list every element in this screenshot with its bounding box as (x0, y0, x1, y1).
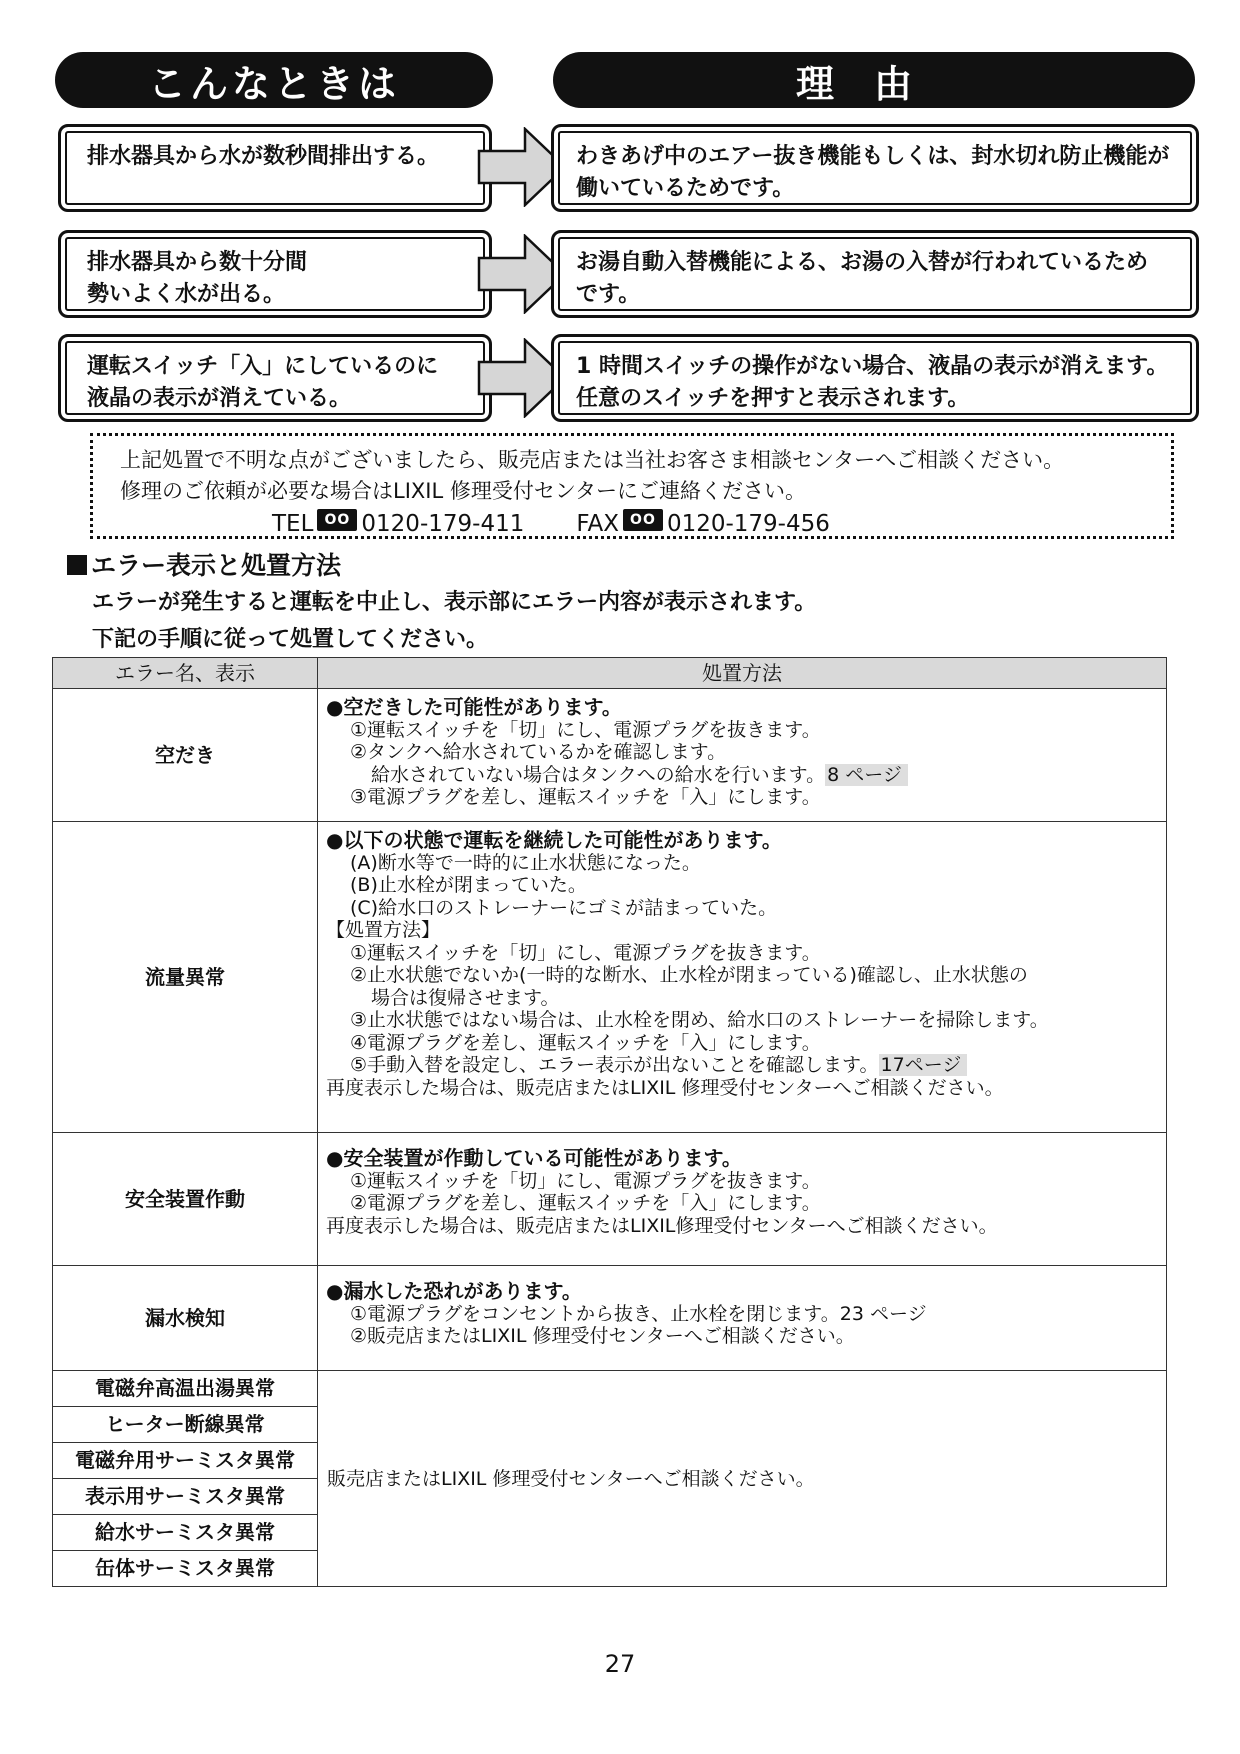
section-intro: エラーが発生すると運転を中止し、表示部にエラー内容が表示されます。 (92, 590, 817, 615)
action-step-text: ②止水状態でないか(一時的な断水、止水栓が閉まっている)確認し、止水状態の (350, 964, 1028, 986)
tel-label: TEL (272, 511, 314, 537)
page-reference: 8 ページ (825, 764, 908, 786)
situation-text: 勢いよく水が出る。 (87, 282, 286, 307)
error-action: 販売店またはLIXIL 修理受付センターへご相談ください。 (318, 1371, 1167, 1587)
action-heading: ●空だきした可能性があります。 (326, 695, 622, 719)
error-action (318, 822, 1167, 1133)
fax-number: 0120-179-456 (666, 511, 830, 537)
situation-text: 液晶の表示が消えている。 (87, 386, 352, 411)
action-step-text: ③止水状態ではない場合は、止水栓を閉め、給水口のストレーナーを掃除します。 (350, 1009, 1049, 1031)
action-heading: ●以下の状態で運転を継続した可能性があります。 (326, 828, 782, 852)
error-name: 缶体サーミスタ異常 (53, 1551, 318, 1587)
action-step-text: 再度表示した場合は、販売店またはLIXIL 修理受付センターへご相談ください。 (326, 1076, 1004, 1099)
action-step (326, 1032, 1160, 1055)
error-action (318, 1133, 1167, 1266)
action-step-text: 給水されていない場合はタンクへの給水を行います。 (371, 763, 826, 786)
situation-text: 運転スイッチ「入」にしているのに (87, 354, 439, 379)
notice-text: 修理のご依頼が必要な場合はLIXIL 修理受付センターにご連絡ください。 (120, 479, 807, 503)
action-step-text: 【処置方法】 (326, 919, 441, 941)
error-name: 電磁弁高温出湯異常 (53, 1371, 318, 1407)
fax-label: FAX (576, 511, 619, 537)
reason-text: わきあげ中のエアー抜き機能もしくは、封水切れ防止機能が (576, 144, 1170, 169)
notice-text: 上記処置で不明な点がございましたら、販売店または当社お客さま相談センターへご相談ください。 (120, 448, 1065, 472)
section-title (67, 546, 341, 582)
situation-text: 排水器具から水が数秒間排出する。 (87, 144, 440, 169)
action-step (326, 897, 1160, 920)
error-name: 流量異常 (53, 822, 318, 1133)
action-step (326, 942, 1160, 965)
action-step-text: ①運転スイッチを「切」にし、電源プラグを抜きます。 (350, 1169, 821, 1192)
table-row (53, 1133, 1167, 1266)
section-intro: 下記の手順に従って処置してください。 (92, 627, 489, 652)
error-name: 安全装置作動 (53, 1133, 318, 1266)
action-heading: ●漏水した恐れがあります。 (326, 1279, 582, 1303)
action-step (326, 1054, 1160, 1077)
page-reference: 17ページ (879, 1054, 968, 1076)
error-name: 空だき (53, 689, 318, 822)
action-step (326, 741, 1160, 764)
action-step (326, 852, 1160, 875)
action-step (326, 1215, 1160, 1238)
action-step (326, 1192, 1160, 1215)
action-step (326, 987, 1160, 1010)
reason-text: 任意のスイッチを押すと表示されます。 (576, 386, 970, 411)
action-step (326, 919, 1160, 942)
action-step-text: 場合は復帰させます。 (371, 986, 560, 1009)
reason-text: です。 (576, 282, 641, 307)
tel-number: 0120-179-411 (361, 511, 525, 537)
page-number: 27 (604, 1650, 636, 1678)
freedial-icon: OO (317, 509, 357, 531)
situation-box (58, 334, 492, 422)
situation-box (58, 230, 492, 318)
error-name: 電磁弁用サーミスタ異常 (53, 1443, 318, 1479)
error-name: 表示用サーミスタ異常 (53, 1479, 318, 1515)
error-name: 給水サーミスタ異常 (53, 1515, 318, 1551)
action-step-text: (A)断水等で一時的に止水状態になった。 (350, 851, 701, 874)
error-action (318, 1266, 1167, 1371)
column-header: エラー名、表示 (53, 658, 318, 689)
action-step-text: ①電源プラグをコンセントから抜き、止水栓を閉じます。23 ページ (350, 1302, 927, 1325)
action-step (326, 1170, 1160, 1193)
contact-numbers (120, 509, 1171, 540)
action-step (326, 719, 1160, 742)
table-row (53, 689, 1167, 822)
reason-box (551, 230, 1199, 318)
table-header-row (53, 658, 1167, 689)
action-step (326, 1325, 1160, 1348)
reason-text: 働いているためです。 (576, 176, 795, 201)
action-step (326, 874, 1160, 897)
action-step (326, 1303, 1160, 1326)
action-step-text: ⑤手動入替を設定し、エラー表示が出ないことを確認します。 (350, 1054, 879, 1076)
action-step-text: ②販売店またはLIXIL 修理受付センターへご相談ください。 (350, 1325, 855, 1347)
reason-text: 1 時間スイッチの操作がない場合、液晶の表示が消えます。 (576, 354, 1169, 379)
reason-box (551, 124, 1199, 212)
reason-box (551, 334, 1199, 422)
situation-text: 排水器具から数十分間 (87, 250, 308, 275)
action-step-text: ①運転スイッチを「切」にし、電源プラグを抜きます。 (350, 941, 821, 964)
table-row (53, 1266, 1167, 1371)
action-step-text: ②タンクへ給水されているかを確認します。 (350, 741, 727, 763)
action-step (326, 764, 1160, 787)
action-step-text: ④電源プラグを差し、運転スイッチを「入」にします。 (350, 1031, 821, 1054)
action-step (326, 1077, 1160, 1100)
action-step-text: ③電源プラグを差し、運転スイッチを「入」にします。 (350, 786, 821, 808)
table-row (53, 1371, 1167, 1407)
action-step (326, 786, 1160, 809)
square-bullet-icon (67, 555, 87, 575)
action-step (326, 964, 1160, 987)
action-step-text: (C)給水口のストレーナーにゴミが詰まっていた。 (350, 896, 778, 919)
situation-header: こんなときは (55, 52, 493, 108)
reason-text: お湯自動入替機能による、お湯の入替が行われているため (576, 250, 1149, 275)
error-name: 漏水検知 (53, 1266, 318, 1371)
action-step-text: 再度表示した場合は、販売店またはLIXIL修理受付センターへご相談ください。 (326, 1214, 998, 1237)
action-step-text: ①運転スイッチを「切」にし、電源プラグを抜きます。 (350, 718, 821, 741)
contact-notice (90, 433, 1174, 539)
action-step-text: (B)止水栓が閉まっていた。 (350, 874, 587, 896)
action-step-text: ②電源プラグを差し、運転スイッチを「入」にします。 (350, 1192, 821, 1214)
table-row (53, 822, 1167, 1133)
action-heading: ●安全装置が作動している可能性があります。 (326, 1146, 742, 1170)
section-title-text: エラー表示と処置方法 (91, 551, 342, 580)
column-header: 処置方法 (318, 658, 1167, 689)
reason-header: 理由 (553, 52, 1195, 108)
error-action (318, 689, 1167, 822)
action-step (326, 1009, 1160, 1032)
freedial-icon: OO (623, 509, 663, 531)
error-name: ヒーター断線異常 (53, 1407, 318, 1443)
situation-box (58, 124, 492, 212)
error-table (52, 657, 1167, 1587)
